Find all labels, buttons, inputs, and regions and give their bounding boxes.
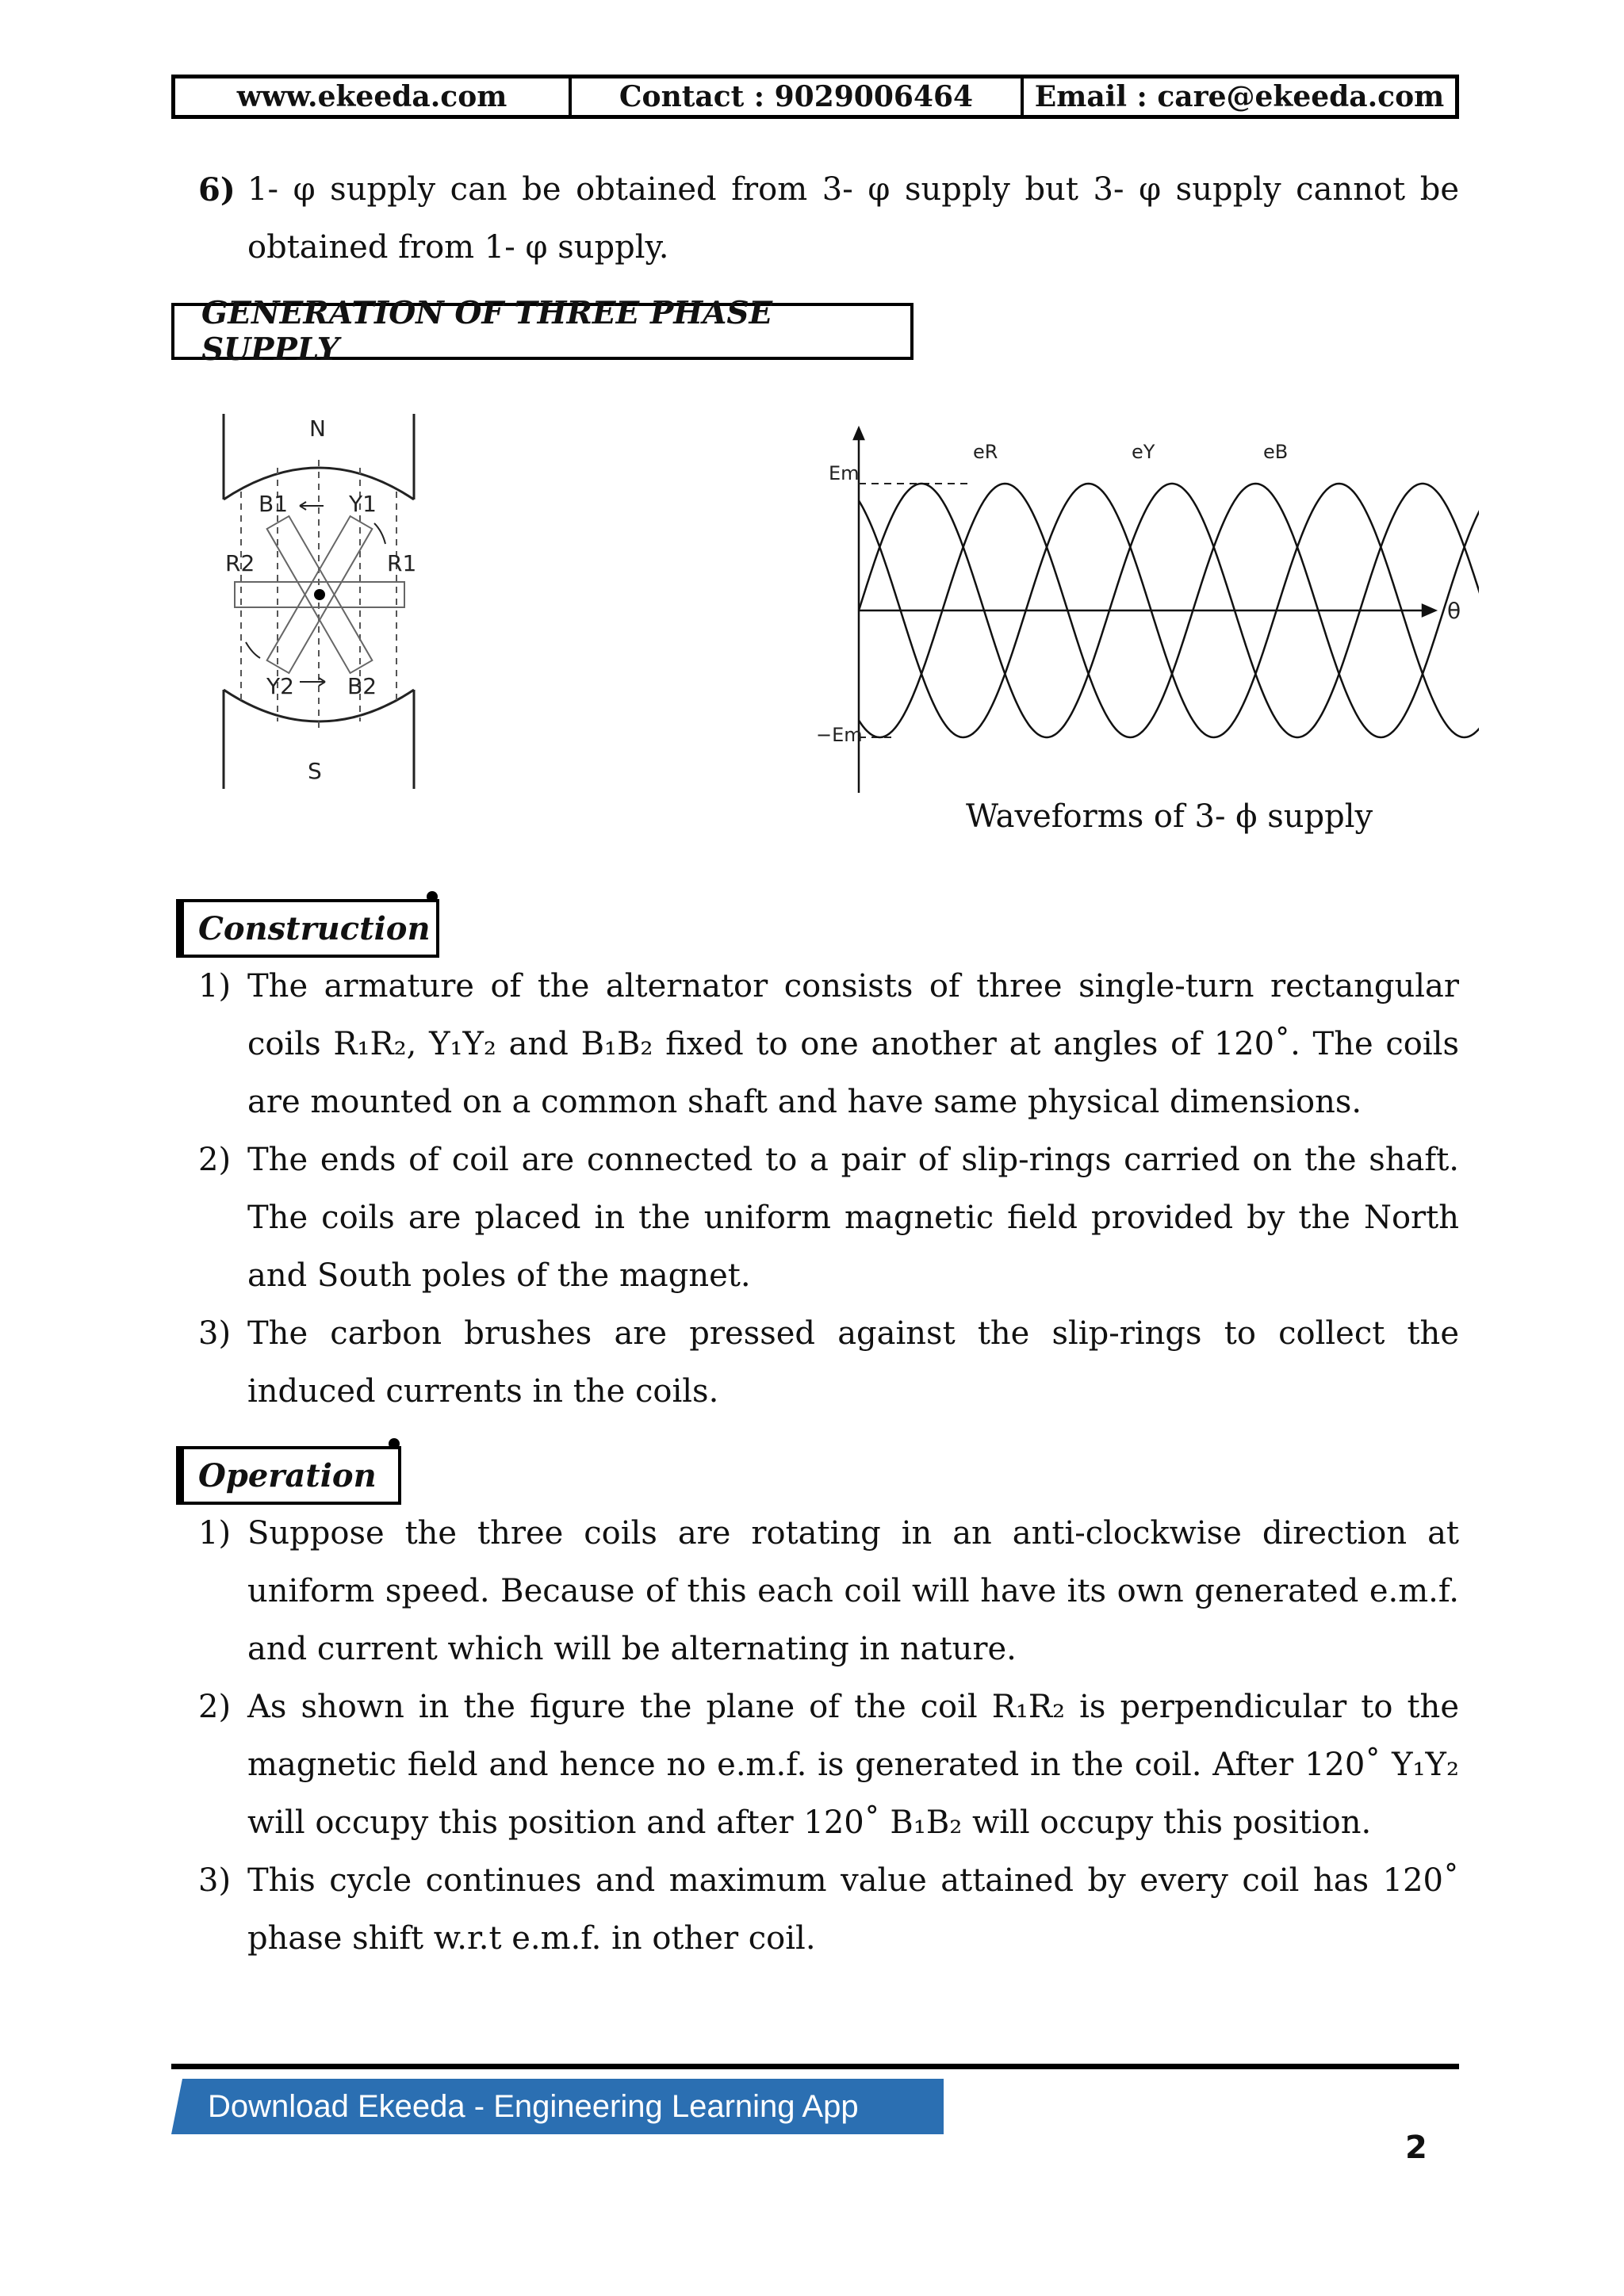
point-line: obtained from 1- φ supply. (247, 229, 669, 266)
list-number: 3) (198, 1315, 232, 1352)
coil-label: Y1 (349, 491, 377, 517)
north-pole-label: N (309, 415, 326, 442)
header-bar (171, 75, 1459, 119)
list-number: 3) (198, 1862, 232, 1899)
coil-label: B2 (347, 673, 377, 699)
list-line: and current which will be alternating in nature. (247, 1631, 1017, 1667)
figure-caption: Waveforms of 3- ϕ supply (966, 798, 1373, 835)
y-tick-label: Em (829, 462, 860, 484)
coil-label: Y2 (266, 673, 294, 699)
download-app-banner[interactable] (171, 2079, 944, 2134)
scroll-decoration (389, 1438, 400, 1449)
list-line: induced currents in the coils. (247, 1373, 719, 1410)
legend-eB: eB (1263, 441, 1289, 463)
south-pole-label: S (308, 758, 322, 784)
list-line: coils R₁R₂, Y₁Y₂ and B₁B₂ fixed to one another at angles of 120˚. The coils (247, 1026, 1459, 1062)
list-line: phase shift w.r.t e.m.f. in other coil. (247, 1920, 816, 1957)
list-number: 2) (198, 1689, 232, 1725)
x-axis-label: θ (1447, 598, 1461, 624)
scroll-decoration (427, 891, 438, 902)
email-address[interactable]: Email : care@ekeeda.com (1034, 80, 1445, 113)
list-line: Suppose the three coils are rotating in an anti-clockwise direction at (247, 1515, 1459, 1552)
list-line: are mounted on a common shaft and have same physical dimensions. (247, 1084, 1362, 1120)
list-line: The coils are placed in the uniform magnetic field provided by the North (247, 1200, 1459, 1236)
footer-divider (171, 2064, 1459, 2069)
list-line: The armature of the alternator consists of three single-turn rectangular (247, 968, 1459, 1004)
contact-number: Contact : 9029006464 (572, 78, 1024, 115)
coil-label: R1 (387, 550, 417, 576)
list-number: 1) (198, 968, 232, 1004)
operation-heading (176, 1446, 401, 1505)
list-line: magnetic field and hence no e.m.f. is generated in the coil. After 120˚ Y₁Y₂ (247, 1747, 1459, 1783)
legend-eY: eY (1132, 441, 1155, 463)
list-line: and South poles of the magnet. (247, 1257, 751, 1294)
website-link[interactable]: www.ekeeda.com (175, 78, 572, 115)
list-line: The ends of coil are connected to a pair of slip-rings carried on the shaft. (247, 1142, 1459, 1178)
coil-label: B1 (259, 491, 289, 517)
y-tick-label: −Em (816, 724, 863, 746)
section-title: GENERATION OF THREE PHASE SUPPLY (171, 303, 914, 360)
legend-eR: eR (973, 441, 998, 463)
list-line: As shown in the figure the plane of the coil R₁R₂ is perpendicular to the (247, 1689, 1459, 1725)
list-line: uniform speed. Because of this each coil will have its own generated e.m.f. (247, 1573, 1459, 1609)
list-line: This cycle continues and maximum value attained by every coil has 120˚ (247, 1862, 1459, 1899)
construction-heading (176, 899, 439, 958)
banner-text: Download Ekeeda - Engineering Learning App (208, 2089, 859, 2124)
operation-title: Operation (198, 1456, 377, 1494)
list-line: The carbon brushes are pressed against the slip-rings to collect the (247, 1315, 1459, 1352)
point-line: 1- φ supply can be obtained from 3- φ supply but 3- φ supply cannot be (247, 171, 1459, 208)
list-number: 2) (198, 1142, 232, 1178)
alternator-diagram (206, 404, 444, 801)
page-number: 2 (1405, 2130, 1427, 2166)
point-number: 6) (198, 171, 236, 209)
coil-label: R2 (225, 550, 255, 576)
list-line: will occupy this position and after 120˚ B₁B₂ will occupy this position. (247, 1804, 1372, 1841)
list-number: 1) (198, 1515, 232, 1552)
construction-title: Construction (198, 909, 431, 947)
three-phase-waveform-chart (805, 420, 1479, 801)
